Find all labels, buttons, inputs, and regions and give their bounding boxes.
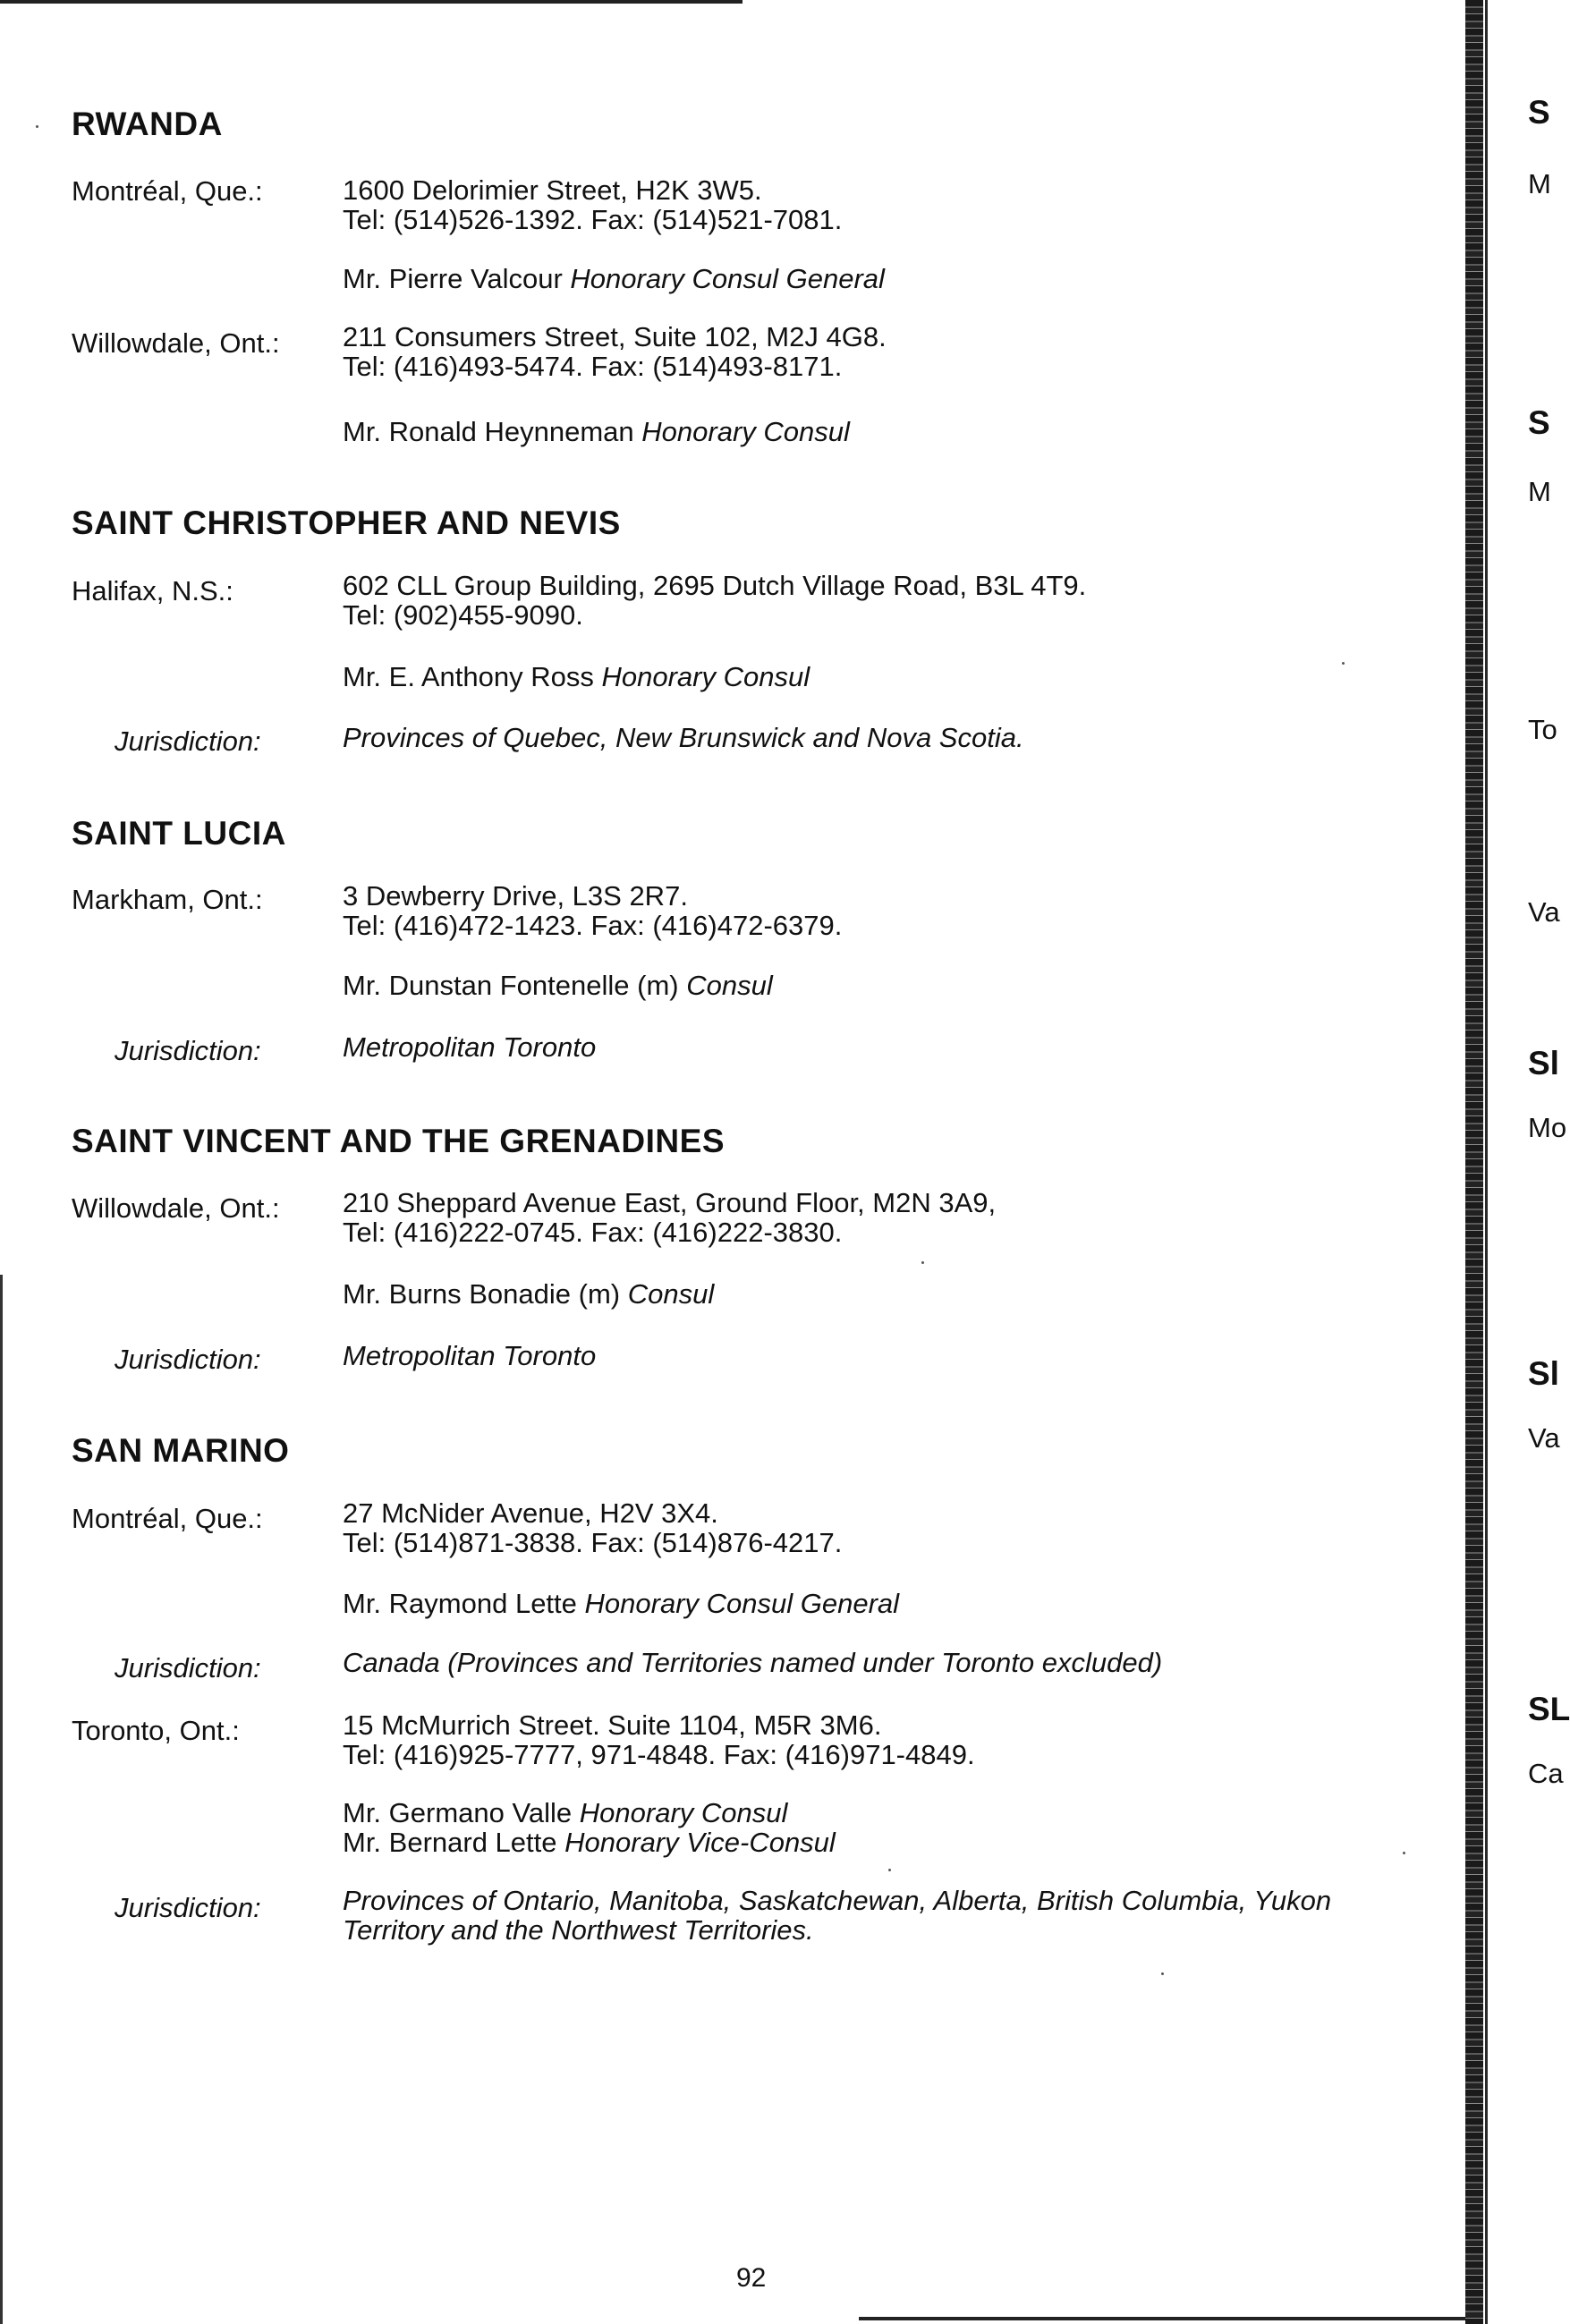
top-rule: [0, 0, 743, 4]
book-binding-gutter: [1465, 0, 1483, 2324]
jurisdiction-label: Jurisdiction:: [115, 1344, 261, 1375]
consul-title: Honorary Consul: [641, 416, 850, 447]
jurisdiction-line: Provinces of Ontario, Manitoba, Saskatchewan, Alberta, British Columbia, Yukon: [343, 1885, 1332, 1916]
jurisdiction-label: Jurisdiction:: [115, 725, 261, 757]
scan-speck: [36, 125, 38, 128]
facing-page-fragment: Sl: [1528, 1355, 1559, 1392]
city-label: Montréal, Que.:: [72, 1503, 263, 1534]
consul-line: [343, 264, 885, 293]
jurisdiction-value: Canada (Provinces and Territories named under Toronto excluded): [343, 1647, 1163, 1678]
scan-speck: [921, 1261, 924, 1264]
address-block: [343, 571, 1086, 630]
jurisdiction-value: Metropolitan Toronto: [343, 1031, 597, 1063]
consul-name: Mr. Raymond Lette: [343, 1588, 577, 1619]
phone-line: Tel: (416)493-5474. Fax: (514)493-8171.: [343, 351, 843, 382]
consul-title: Honorary Consul General: [584, 1588, 900, 1619]
facing-page-fragment: To: [1528, 714, 1557, 745]
address-block: [343, 1710, 975, 1769]
address-block: [343, 322, 887, 381]
consul-title: Honorary Consul General: [570, 263, 885, 294]
address-block: [343, 1188, 996, 1247]
page-number: 92: [736, 2263, 767, 2293]
consul-name: Mr. Burns Bonadie (m): [343, 1278, 621, 1310]
address-block: [343, 1498, 842, 1557]
address-line: 27 McNider Avenue, H2V 3X4.: [343, 1497, 718, 1529]
scan-speck: [1403, 1852, 1405, 1854]
consul-title: Honorary Consul: [601, 661, 810, 692]
jurisdiction-value: Metropolitan Toronto: [343, 1340, 597, 1371]
consul-block: [343, 1798, 836, 1857]
section-title-saint-christopher-and-nevis: SAINT CHRISTOPHER AND NEVIS: [72, 505, 621, 541]
city-label: Willowdale, Ont.:: [72, 327, 280, 359]
phone-line: Tel: (514)871-3838. Fax: (514)876-4217.: [343, 1527, 843, 1558]
city-label: Markham, Ont.:: [72, 884, 263, 915]
city-label: Montréal, Que.:: [72, 175, 263, 207]
phone-line: Tel: (902)455-9090.: [343, 599, 583, 631]
section-title-saint-vincent-and-the-grenadines: SAINT VINCENT AND THE GRENADINES: [72, 1123, 726, 1159]
facing-page-fragment: Va: [1528, 896, 1560, 928]
consul-name: Mr. Dunstan Fontenelle (m): [343, 970, 679, 1001]
vice-consul-name: Mr. Bernard Lette: [343, 1827, 557, 1858]
address-line: 3 Dewberry Drive, L3S 2R7.: [343, 880, 688, 912]
consul-line: [343, 417, 850, 446]
consul-name: Mr. Ronald Heynneman: [343, 416, 634, 447]
address-block: [343, 175, 842, 234]
consul-name: Mr. E. Anthony Ross: [343, 661, 594, 692]
consul-name: Mr. Germano Valle: [343, 1797, 573, 1828]
address-line: 211 Consumers Street, Suite 102, M2J 4G8.: [343, 321, 887, 352]
consul-title: Honorary Consul: [579, 1797, 788, 1828]
phone-line: Tel: (416)925-7777, 971-4848. Fax: (416)971-4849.: [343, 1739, 975, 1770]
left-page-edge: [0, 1275, 3, 2324]
facing-page-fragment: Va: [1528, 1422, 1560, 1454]
vice-consul-title: Honorary Vice-Consul: [564, 1827, 836, 1858]
section-title-san-marino: SAN MARINO: [72, 1432, 290, 1469]
address-line: 602 CLL Group Building, 2695 Dutch Village Road, B3L 4T9.: [343, 570, 1087, 601]
facing-page-fragment: Sl: [1528, 1045, 1559, 1081]
address-line: 1600 Delorimier Street, H2K 3W5.: [343, 174, 762, 206]
jurisdiction-value: [343, 1886, 1331, 1945]
phone-line: Tel: (514)526-1392. Fax: (514)521-7081.: [343, 204, 843, 235]
facing-page-fragment: S: [1528, 94, 1550, 131]
jurisdiction-line: Territory and the Northwest Territories.: [343, 1914, 814, 1946]
address-block: [343, 881, 842, 940]
section-title-rwanda: RWANDA: [72, 106, 223, 142]
city-label: Halifax, N.S.:: [72, 575, 233, 606]
phone-line: Tel: (416)472-1423. Fax: (416)472-6379.: [343, 910, 843, 941]
consul-line: [343, 662, 810, 691]
phone-line: Tel: (416)222-0745. Fax: (416)222-3830.: [343, 1217, 843, 1248]
consul-title: Consul: [686, 970, 773, 1001]
jurisdiction-value: Provinces of Quebec, New Brunswick and Nova Scotia.: [343, 722, 1024, 753]
city-label: Willowdale, Ont.:: [72, 1192, 280, 1224]
jurisdiction-label: Jurisdiction:: [115, 1892, 261, 1923]
jurisdiction-label: Jurisdiction:: [115, 1035, 261, 1066]
consul-line: [343, 971, 773, 1000]
vice-consul-line: [343, 1828, 836, 1857]
consul-name: Mr. Pierre Valcour: [343, 263, 563, 294]
bottom-rule: [859, 2317, 1467, 2320]
scan-speck: [888, 1869, 891, 1871]
jurisdiction-label: Jurisdiction:: [115, 1652, 261, 1684]
consul-line: [343, 1798, 836, 1828]
city-label: Toronto, Ont.:: [72, 1715, 240, 1746]
facing-page-fragment: Ca: [1528, 1758, 1564, 1789]
facing-page-fragment: M: [1528, 168, 1551, 199]
gutter-line: [1485, 0, 1488, 2324]
scan-speck: [1342, 662, 1345, 665]
facing-page-fragment: S: [1528, 404, 1550, 441]
facing-page-fragment: Mo: [1528, 1112, 1567, 1143]
section-title-saint-lucia: SAINT LUCIA: [72, 815, 286, 852]
scan-speck: [1161, 1972, 1164, 1975]
facing-page-fragment: SL: [1528, 1691, 1570, 1727]
address-line: 15 McMurrich Street. Suite 1104, M5R 3M6.: [343, 1709, 882, 1741]
facing-page-fragment: M: [1528, 476, 1551, 507]
consul-line: [343, 1279, 714, 1309]
address-line: 210 Sheppard Avenue East, Ground Floor, M2N 3A9,: [343, 1187, 997, 1218]
consul-line: [343, 1589, 899, 1618]
consul-title: Consul: [627, 1278, 715, 1310]
